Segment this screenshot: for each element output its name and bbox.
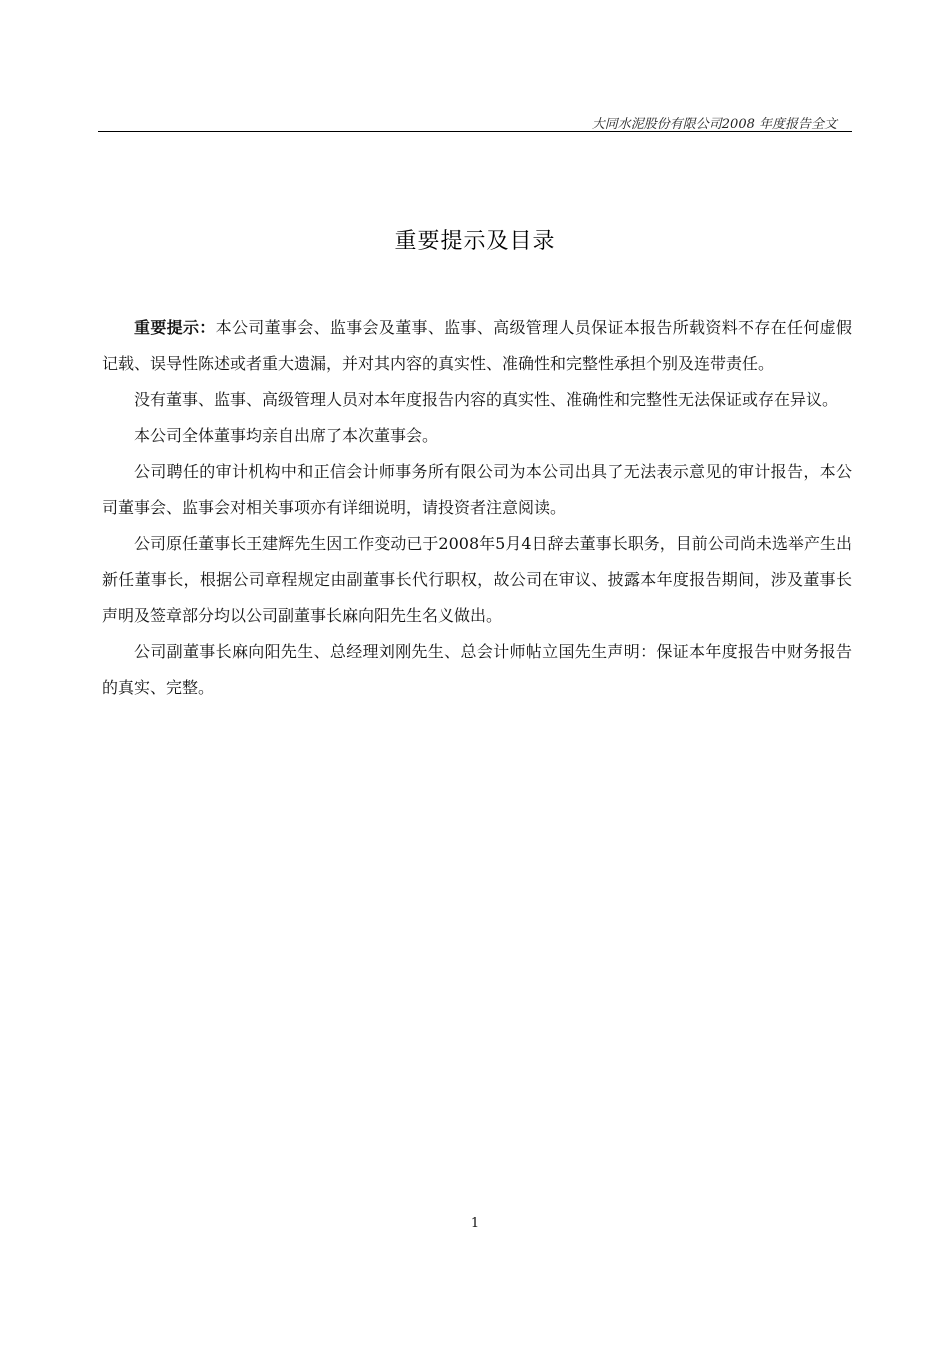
notice-body [102, 310, 852, 706]
notice-text: 本公司董事会、监事会及董事、监事、高级管理人员保证本报告所载资料不存在任何虚假记载、误导性陈述或者重大遗漏，并对其内容的真实性、准确性和完整性承担个别及连带责任。 [102, 318, 852, 373]
paragraph-audit-opinion: 公司聘任的审计机构中和正信会计师事务所有限公司为本公司出具了无法表示意见的审计报告，本公司董事会、监事会对相关事项亦有详细说明，请投资者注意阅读。 [102, 462, 852, 517]
page-title: 重要提示及目录 [394, 229, 556, 254]
running-header: 大同水泥股份有限公司2008 年度报告全文 [591, 117, 837, 132]
paragraph-attendance: 本公司全体董事均亲自出席了本次董事会。 [134, 426, 439, 445]
page-number: 1 [470, 1216, 480, 1231]
paragraph-chairman-resignation: 公司原任董事长王建辉先生因工作变动已于2008年5月4日辞去董事长职务，目前公司尚未选举产生出新任董事长，根据公司章程规定由副董事长代行职权，故公司在审议、披露本年度报告期间，涉及董事长声明及签章部分均以公司副董事长麻向阳先生名义做出。 [102, 534, 852, 625]
notice-label: 重要提示： [134, 318, 216, 337]
paragraph-financial-statement: 公司副董事长麻向阳先生、总经理刘刚先生、总会计师帖立国先生声明：保证本年度报告中财务报告的真实、完整。 [102, 642, 852, 697]
header-divider [98, 131, 852, 132]
paragraph-no-objection: 没有董事、监事、高级管理人员对本年度报告内容的真实性、准确性和完整性无法保证或存在异议。 [134, 390, 839, 409]
paragraph-important-notice [102, 310, 852, 382]
